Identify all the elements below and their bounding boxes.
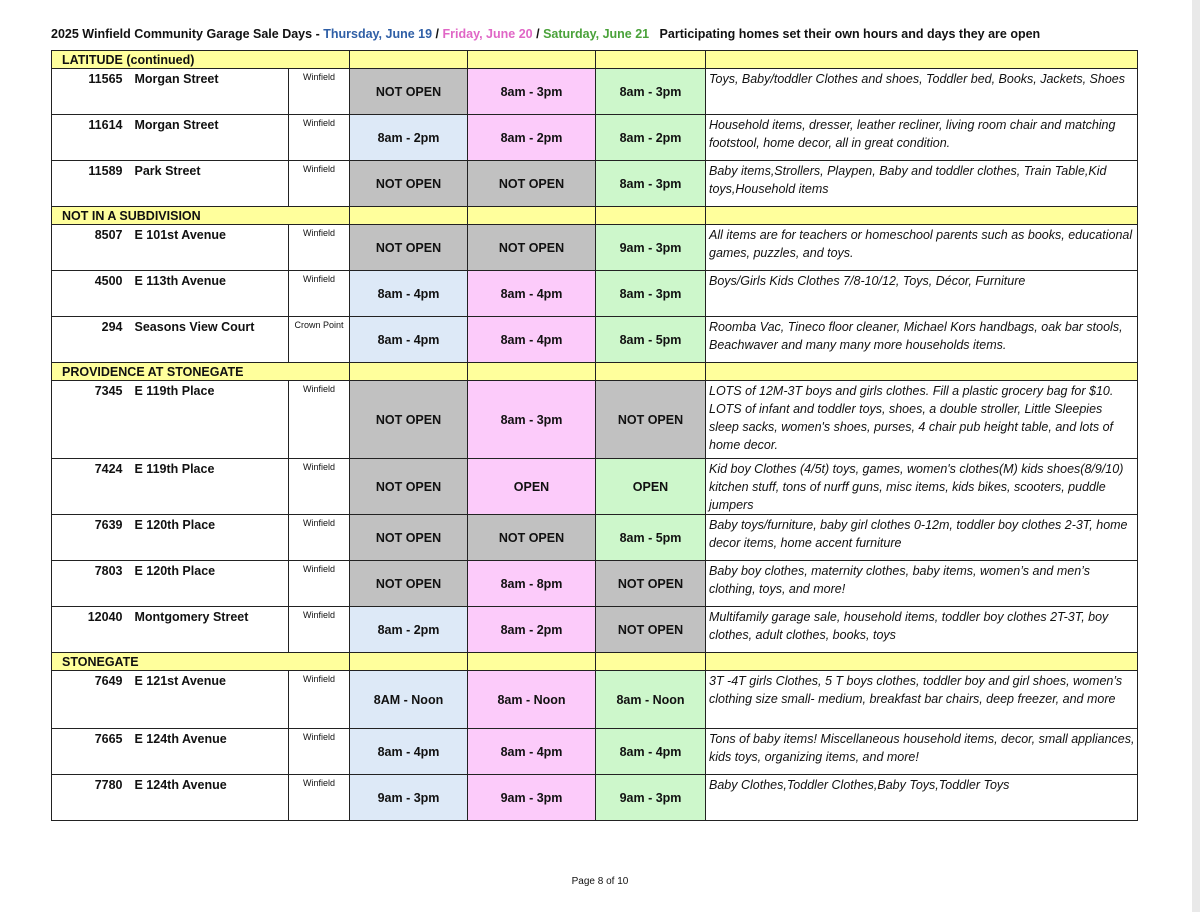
table-row <box>52 459 1138 515</box>
street-name: Morgan Street <box>123 115 289 161</box>
items-description: Household items, dresser, leather recliner, living room chair and matching footstool, home decor, all in great condition. <box>706 115 1138 161</box>
friday-hours: 8am - 3pm <box>468 381 596 459</box>
house-number: 11614 <box>52 115 123 161</box>
header-separator: / <box>536 27 540 41</box>
thursday-hours: 8am - 4pm <box>350 729 468 775</box>
section-header-row <box>52 363 1138 381</box>
thursday-hours: 8am - 2pm <box>350 115 468 161</box>
thursday-hours: NOT OPEN <box>350 459 468 515</box>
table-row <box>52 607 1138 653</box>
friday-hours: NOT OPEN <box>468 225 596 271</box>
city-name: Winfield <box>289 225 350 271</box>
friday-hours: OPEN <box>468 459 596 515</box>
saturday-hours: 9am - 3pm <box>596 775 706 821</box>
friday-hours: NOT OPEN <box>468 161 596 207</box>
saturday-hours: 8am - 3pm <box>596 69 706 115</box>
house-number: 12040 <box>52 607 123 653</box>
section-band-cell <box>596 51 706 69</box>
saturday-hours: 8am - 5pm <box>596 317 706 363</box>
page-number: Page 8 of 10 <box>571 876 629 887</box>
thursday-hours: 8am - 2pm <box>350 607 468 653</box>
section-band-cell <box>596 363 706 381</box>
table-row <box>52 671 1138 729</box>
items-description: Baby boy clothes, maternity clothes, baby items, women’s and men’s clothing, toys, and more! <box>706 561 1138 607</box>
friday-hours: 9am - 3pm <box>468 775 596 821</box>
street-name: Seasons View Court <box>123 317 289 363</box>
saturday-hours: NOT OPEN <box>596 561 706 607</box>
friday-hours: 8am - 4pm <box>468 271 596 317</box>
thursday-hours: NOT OPEN <box>350 381 468 459</box>
street-name: E 101st Avenue <box>123 225 289 271</box>
friday-hours: 8am - 2pm <box>468 115 596 161</box>
section-band-cell <box>350 363 468 381</box>
header-friday: Friday, June 20 <box>442 27 533 41</box>
items-description: Baby Clothes,Toddler Clothes,Baby Toys,Toddler Toys <box>706 775 1138 821</box>
city-name: Winfield <box>289 515 350 561</box>
street-name: E 124th Avenue <box>123 729 289 775</box>
section-band-cell <box>706 51 1138 69</box>
city-name: Winfield <box>289 271 350 317</box>
section-band-cell <box>350 653 468 671</box>
section-band-cell <box>468 363 596 381</box>
saturday-hours: 8am - 3pm <box>596 161 706 207</box>
table-row <box>52 115 1138 161</box>
thursday-hours: 8AM - Noon <box>350 671 468 729</box>
saturday-hours: 9am - 3pm <box>596 225 706 271</box>
table-row <box>52 729 1138 775</box>
section-band-cell <box>596 653 706 671</box>
thursday-hours: NOT OPEN <box>350 69 468 115</box>
header-title: 2025 Winfield Community Garage Sale Days - <box>51 27 320 41</box>
friday-hours: NOT OPEN <box>468 515 596 561</box>
section-band-cell <box>706 207 1138 225</box>
items-description: Roomba Vac, Tineco floor cleaner, Michael Kors handbags, oak bar stools, Beachwaver and many many more households items. <box>706 317 1138 363</box>
section-title: LATITUDE (continued) <box>52 51 350 69</box>
house-number: 11565 <box>52 69 123 115</box>
items-description: LOTS of 12M-3T boys and girls clothes. Fill a plastic grocery bag for $10. LOTS of infant and toddler toys, shoes, a double stroller, Little Sleepies sleep sacks, women's shoes, purses, 4 chair pub height table, and lots of home decor. <box>706 381 1138 459</box>
section-title: PROVIDENCE AT STONEGATE <box>52 363 350 381</box>
city-name: Crown Point <box>289 317 350 363</box>
items-description: Baby toys/furniture, baby girl clothes 0-12m, toddler boy clothes 2-3T, home decor items, home accent furniture <box>706 515 1138 561</box>
house-number: 7424 <box>52 459 123 515</box>
house-number: 7345 <box>52 381 123 459</box>
section-band-cell <box>706 363 1138 381</box>
table-row <box>52 515 1138 561</box>
section-band-cell <box>706 653 1138 671</box>
house-number: 7780 <box>52 775 123 821</box>
table-row <box>52 775 1138 821</box>
city-name: Winfield <box>289 729 350 775</box>
section-band-cell <box>468 207 596 225</box>
table-row <box>52 225 1138 271</box>
section-band-cell <box>350 207 468 225</box>
garage-sale-table <box>51 50 1138 821</box>
city-name: Winfield <box>289 161 350 207</box>
table-row <box>52 69 1138 115</box>
saturday-hours: 8am - Noon <box>596 671 706 729</box>
section-header-row <box>52 207 1138 225</box>
saturday-hours: 8am - 4pm <box>596 729 706 775</box>
city-name: Winfield <box>289 115 350 161</box>
items-description: Tons of baby items! Miscellaneous household items, decor, small appliances, kids toys, organizing items, and more! <box>706 729 1138 775</box>
thursday-hours: NOT OPEN <box>350 161 468 207</box>
section-band-cell <box>350 51 468 69</box>
thursday-hours: NOT OPEN <box>350 561 468 607</box>
street-name: E 119th Place <box>123 459 289 515</box>
house-number: 7665 <box>52 729 123 775</box>
friday-hours: 8am - Noon <box>468 671 596 729</box>
thursday-hours: 9am - 3pm <box>350 775 468 821</box>
items-description: Boys/Girls Kids Clothes 7/8-10/12, Toys, Décor, Furniture <box>706 271 1138 317</box>
house-number: 8507 <box>52 225 123 271</box>
section-band-cell <box>468 51 596 69</box>
saturday-hours: 8am - 3pm <box>596 271 706 317</box>
page-edge <box>1192 0 1200 912</box>
street-name: E 120th Place <box>123 561 289 607</box>
section-title: STONEGATE <box>52 653 350 671</box>
city-name: Winfield <box>289 459 350 515</box>
saturday-hours: 8am - 5pm <box>596 515 706 561</box>
table-row <box>52 317 1138 363</box>
saturday-hours: NOT OPEN <box>596 607 706 653</box>
saturday-hours: NOT OPEN <box>596 381 706 459</box>
thursday-hours: NOT OPEN <box>350 515 468 561</box>
house-number: 294 <box>52 317 123 363</box>
section-band-cell <box>468 653 596 671</box>
house-number: 11589 <box>52 161 123 207</box>
section-header-row <box>52 51 1138 69</box>
header-separator: / <box>435 27 440 41</box>
house-number: 7649 <box>52 671 123 729</box>
thursday-hours: NOT OPEN <box>350 225 468 271</box>
city-name: Winfield <box>289 775 350 821</box>
header-thursday: Thursday, June 19 <box>323 27 433 41</box>
items-description: Toys, Baby/toddler Clothes and shoes, Toddler bed, Books, Jackets, Shoes <box>706 69 1138 115</box>
thursday-hours: 8am - 4pm <box>350 271 468 317</box>
street-name: Montgomery Street <box>123 607 289 653</box>
header-saturday: Saturday, June 21 <box>543 27 650 41</box>
city-name: Winfield <box>289 381 350 459</box>
saturday-hours: OPEN <box>596 459 706 515</box>
section-band-cell <box>596 207 706 225</box>
items-description: Kid boy Clothes (4/5t) toys, games, women's clothes(M) kids shoes(8/9/10) kitchen stuff, tons of nurff guns, misc items, kids bikes, scooters, puddle jumpers <box>706 459 1138 515</box>
city-name: Winfield <box>289 69 350 115</box>
items-description: All items are for teachers or homeschool parents such as books, educational games, puzzles, and toys. <box>706 225 1138 271</box>
city-name: Winfield <box>289 607 350 653</box>
street-name: E 119th Place <box>123 381 289 459</box>
house-number: 7639 <box>52 515 123 561</box>
friday-hours: 8am - 3pm <box>468 69 596 115</box>
street-name: E 124th Avenue <box>123 775 289 821</box>
items-description: Multifamily garage sale, household items, toddler boy clothes 2T-3T, boy clothes, adult clothes, books, toys <box>706 607 1138 653</box>
friday-hours: 8am - 2pm <box>468 607 596 653</box>
house-number: 7803 <box>52 561 123 607</box>
section-header-row <box>52 653 1138 671</box>
street-name: Park Street <box>123 161 289 207</box>
header-note: Participating homes set their own hours and days they are open <box>659 27 1041 41</box>
page-header <box>51 27 1136 45</box>
section-title: NOT IN A SUBDIVISION <box>52 207 350 225</box>
friday-hours: 8am - 8pm <box>468 561 596 607</box>
table-row <box>52 271 1138 317</box>
street-name: E 113th Avenue <box>123 271 289 317</box>
friday-hours: 8am - 4pm <box>468 729 596 775</box>
items-description: 3T -4T girls Clothes, 5 T boys clothes, toddler boy and girl shoes, women’s clothing size small- medium, breakfast bar chairs, deep freezer, and more <box>706 671 1138 729</box>
city-name: Winfield <box>289 561 350 607</box>
table-row <box>52 561 1138 607</box>
thursday-hours: 8am - 4pm <box>350 317 468 363</box>
table-row <box>52 381 1138 459</box>
city-name: Winfield <box>289 671 350 729</box>
street-name: E 121st Avenue <box>123 671 289 729</box>
table-row <box>52 161 1138 207</box>
house-number: 4500 <box>52 271 123 317</box>
street-name: E 120th Place <box>123 515 289 561</box>
saturday-hours: 8am - 2pm <box>596 115 706 161</box>
friday-hours: 8am - 4pm <box>468 317 596 363</box>
street-name: Morgan Street <box>123 69 289 115</box>
items-description: Baby items,Strollers, Playpen, Baby and toddler clothes, Train Table,Kid toys,Household items <box>706 161 1138 207</box>
